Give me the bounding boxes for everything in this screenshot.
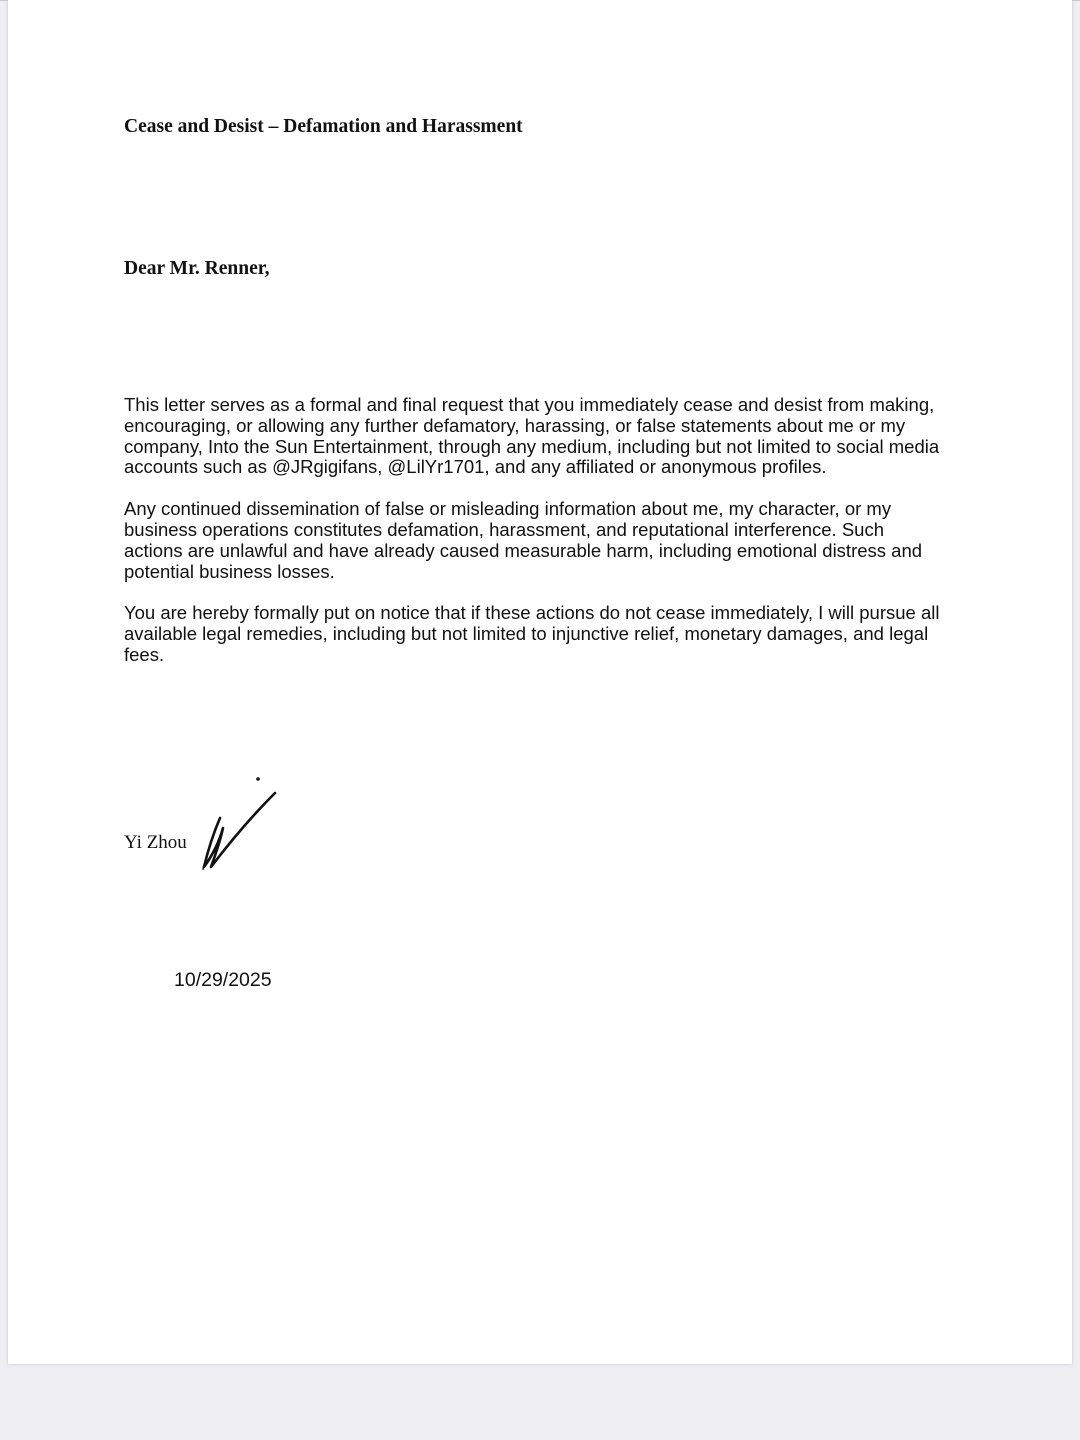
body-paragraph-1: This letter serves as a formal and final request that you immediately cease and desist from making, encouraging, or allowing any further defamatory, harassing, or false statements about me or my company, Into the Sun Entertainment, through any medium, including but not limited to social media accounts such as @JRgigifans, @LilYr1701, and any affiliated or anonymous profiles. — [124, 394, 940, 478]
body-paragraph-3: You are hereby formally put on notice that if these actions do not cease immediately, I will pursue all available legal remedies, including but not limited to injunctive relief, monetary damages, and legal fees. — [124, 602, 940, 665]
signature-icon — [190, 770, 290, 880]
letter-body — [124, 395, 944, 687]
letter-subject: Cease and Desist – Defamation and Harassment — [124, 116, 523, 137]
signer-name: Yi Zhou — [124, 832, 187, 853]
letter-date: 10/29/2025 — [174, 969, 272, 991]
letter-salutation: Dear Mr. Renner, — [124, 258, 270, 279]
body-paragraph-2: Any continued dissemination of false or misleading information about me, my character, or my business operations constitutes defamation, harassment, and reputational interference. Such actions are unlawful and have already caused measurable harm, including emotional distress and potential business losses. — [124, 498, 923, 582]
